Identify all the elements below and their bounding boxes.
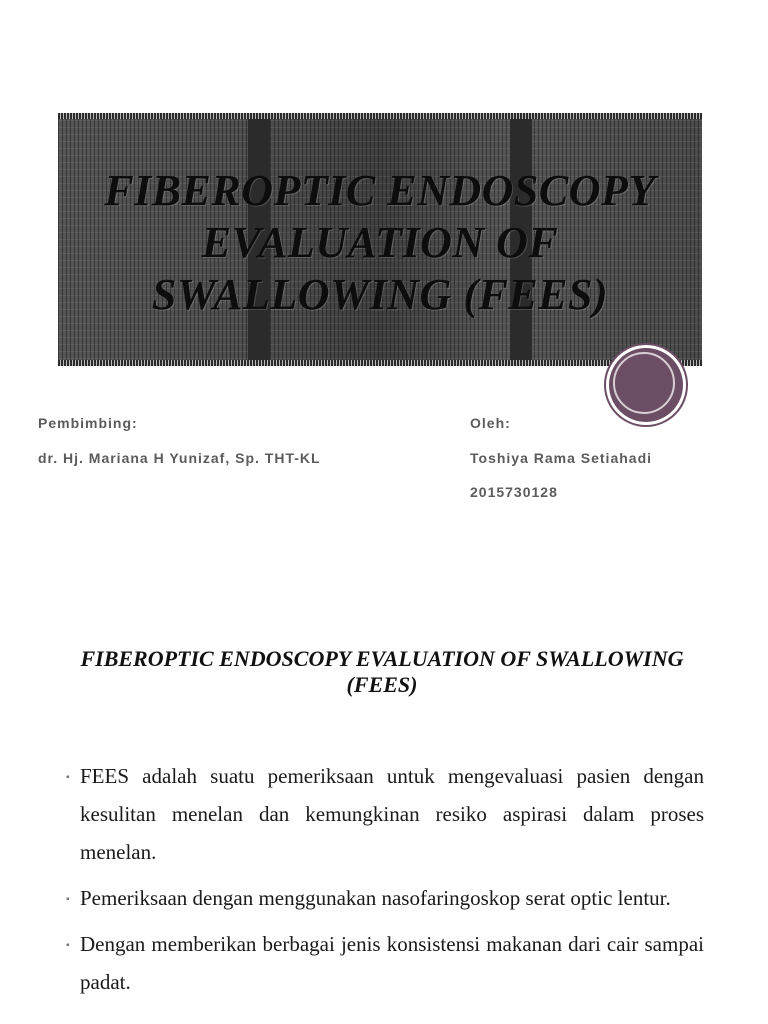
bullet-text: FEES adalah suatu pemeriksaan untuk mengevaluasi pasien dengan kesulitan menelan dan kemungkinan resiko aspirasi dalam proses menelan. — [80, 764, 704, 864]
list-item — [62, 879, 704, 917]
bullet-text: Dengan memberikan berbagai jenis konsistensi makanan dari cair sampai padat. — [80, 932, 704, 994]
author-id: 2015730128 — [470, 484, 558, 500]
bullet-list — [62, 757, 704, 1009]
decorative-circle-icon — [609, 348, 683, 422]
content-slide — [0, 560, 768, 1024]
bullet-square-icon: ▪ — [66, 894, 70, 905]
banner-bottom-edge — [58, 360, 702, 366]
author-label: Oleh: — [470, 415, 511, 431]
bullet-square-icon: ▪ — [66, 940, 70, 951]
decorative-circle-ring — [613, 352, 675, 414]
list-item — [62, 757, 704, 871]
bullet-square-icon: ▪ — [66, 772, 70, 783]
supervisor-label: Pembimbing: — [38, 415, 138, 431]
banner-top-edge — [58, 113, 702, 119]
slide-title: FIBEROPTIC ENDOSCOPY EVALUATION OF SWALLOWING (FEES) — [104, 166, 656, 319]
bullet-text: Pemeriksaan dengan menggunakan nasofaringoskop serat optic lentur. — [80, 886, 671, 910]
supervisor-name: dr. Hj. Mariana H Yunizaf, Sp. THT-KL — [38, 450, 321, 466]
list-item — [62, 925, 704, 1001]
content-title: FIBEROPTIC ENDOSCOPY EVALUATION OF SWALLOWING (FEES) — [80, 646, 684, 697]
author-name: Toshiya Rama Setiahadi — [470, 450, 653, 466]
